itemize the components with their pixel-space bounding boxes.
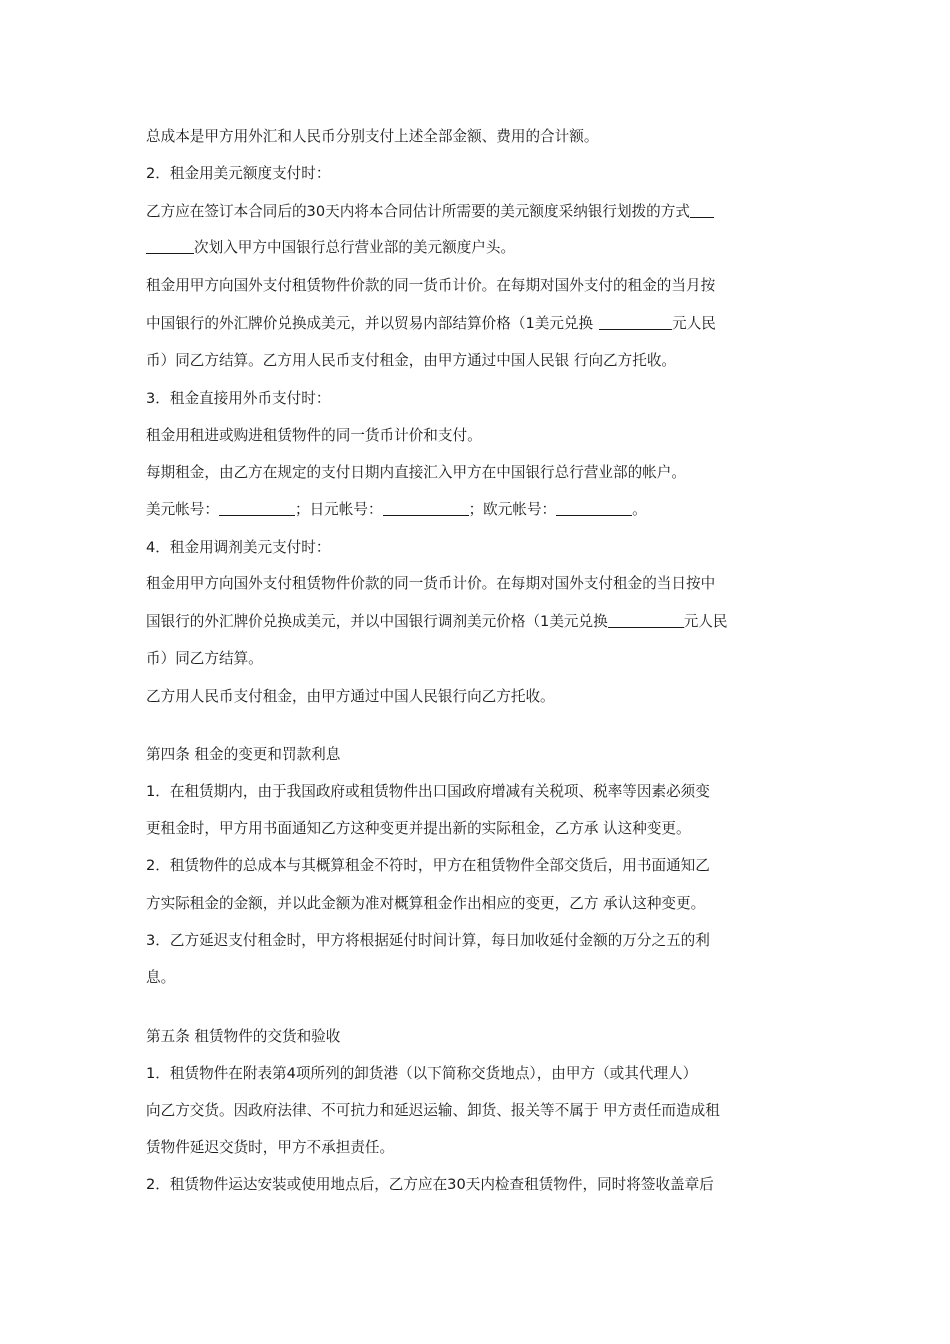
paragraph-line: 租金用甲方向国外支付租赁物件价款的同一货币计价。在每期对国外支付的租金的当月按 — [146, 277, 716, 294]
line-text: 元人民 — [672, 315, 716, 332]
paragraph-line: 2．租赁物件的总成本与其概算租金不符时，甲方在租赁物件全部交货后，用书面通知乙 — [146, 857, 710, 874]
fill-blank — [383, 500, 469, 516]
paragraph-line: 息。 — [146, 969, 176, 986]
paragraph-line: 币）同乙方结算。乙方用人民币支付租金，由甲方通过中国人民银 行向乙方托收。 — [146, 352, 677, 369]
paragraph-line — [146, 314, 716, 334]
line-text: ；日元帐号： — [294, 501, 383, 518]
paragraph-line — [146, 500, 647, 520]
paragraph-line: 1．租赁物件在附表第4项所列的卸货港（以下简称交货地点），由甲方（或其代理人） — [146, 1065, 698, 1082]
fill-blank — [599, 314, 672, 330]
line-text: 元人民 — [683, 613, 728, 630]
paragraph-line: 租金用租进或购进租赁物件的同一货币计价和支付。 — [146, 427, 482, 444]
paragraph-line — [146, 612, 728, 632]
paragraph-line: 赁物件延迟交货时，甲方不承担责任。 — [146, 1139, 395, 1156]
paragraph-line: 3．乙方延迟支付租金时，甲方将根据延付时间计算，每日加收延付金额的万分之五的利 — [146, 932, 710, 949]
paragraph-line: 4．租金用调剂美元支付时： — [146, 539, 331, 556]
paragraph-line: 向乙方交货。因政府法律、不可抗力和延迟运输、卸货、报关等不属于 甲方责任而造成租 — [146, 1102, 720, 1119]
fill-blank — [146, 238, 194, 254]
line-text: 国银行的外汇牌价兑换成美元，并以中国银行调剂美元价格（1美元兑换 — [146, 613, 608, 630]
paragraph-line: 乙方用人民币支付租金，由甲方通过中国人民银行向乙方托收。 — [146, 688, 555, 705]
fill-blank — [608, 612, 684, 628]
paragraph-line — [146, 238, 515, 258]
line-text: 次划入甲方中国银行总行营业部的美元额度户头。 — [194, 239, 516, 256]
paragraph-line: 2．租金用美元额度支付时： — [146, 165, 331, 182]
fill-blank — [690, 202, 714, 218]
line-text: 。 — [632, 501, 647, 518]
line-text: 乙方应在签订本合同后的30天内将本合同估计所需要的美元额度采纳银行划拨的方式 — [146, 203, 690, 220]
line-text: ；欧元帐号： — [468, 501, 557, 518]
paragraph-line: 每期租金，由乙方在规定的支付日期内直接汇入甲方在中国银行总行营业部的帐户。 — [146, 464, 686, 481]
paragraph-line: 租金用甲方向国外支付租赁物件价款的同一货币计价。在每期对国外支付租金的当日按中 — [146, 575, 716, 592]
paragraph-line: 更租金时，甲方用书面通知乙方这种变更并提出新的实际租金，乙方承 认这种变更。 — [146, 820, 691, 837]
paragraph-line — [146, 202, 714, 222]
fill-blank — [556, 500, 632, 516]
section-heading: 第五条 租赁物件的交货和验收 — [146, 1028, 341, 1045]
paragraph-line: 币）同乙方结算。 — [146, 650, 263, 667]
paragraph-line: 总成本是甲方用外汇和人民币分别支付上述全部金额、费用的合计额。 — [146, 128, 599, 145]
fill-blank — [219, 500, 295, 516]
paragraph-line: 3．租金直接用外币支付时： — [146, 390, 331, 407]
paragraph-line: 2．租赁物件运达安装或使用地点后，乙方应在30天内检查租赁物件，同时将签收盖章后 — [146, 1176, 714, 1193]
paragraph-line: 方实际租金的金额，并以此金额为准对概算租金作出相应的变更，乙方 承认这种变更。 — [146, 895, 706, 912]
line-text: 中国银行的外汇牌价兑换成美元，并以贸易内部结算价格（1美元兑换 — [146, 315, 594, 332]
section-heading: 第四条 租金的变更和罚款利息 — [146, 746, 341, 763]
line-text: 美元帐号： — [146, 501, 219, 518]
paragraph-line: 1．在租赁期内，由于我国政府或租赁物件出口国政府增减有关税项、税率等因素必须变 — [146, 783, 710, 800]
